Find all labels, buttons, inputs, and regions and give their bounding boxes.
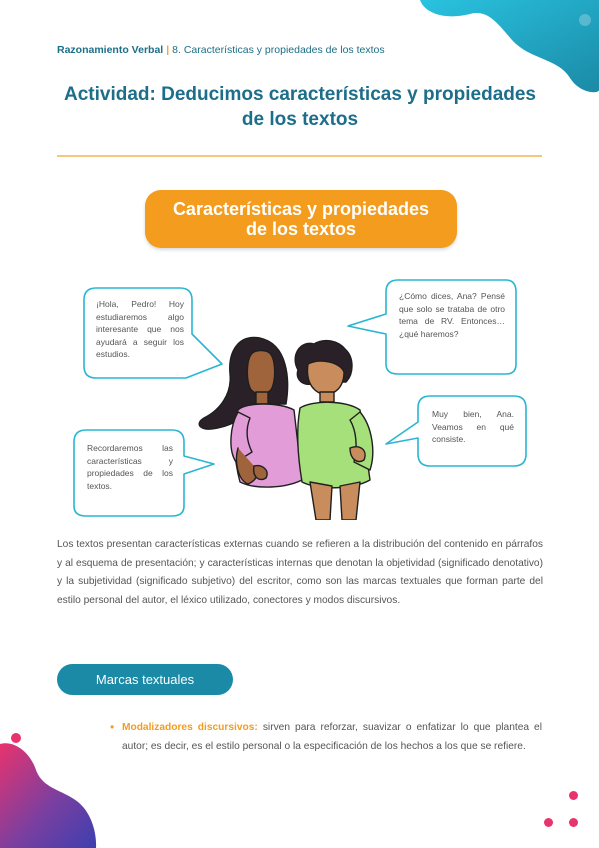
bullet-term: Modalizadores discursivos: xyxy=(122,722,258,733)
breadcrumb-subject: Razonamiento Verbal xyxy=(57,44,164,56)
bubble-text-top-right: ¿Cómo dices, Ana? Pensé que solo se trataba de otro tema de RV. Entonces…¿qué haremos? xyxy=(399,291,505,339)
ana-illustration xyxy=(199,337,302,487)
page-title-line2: de los textos xyxy=(241,109,359,130)
characters-illustration xyxy=(190,330,390,520)
section-pill-marcas-textuales: Marcas textuales xyxy=(57,664,233,695)
pedro-illustration xyxy=(295,341,373,520)
breadcrumb xyxy=(57,44,385,56)
decorative-blob-top-right xyxy=(380,0,599,95)
breadcrumb-separator: | xyxy=(166,44,170,56)
decorative-blob-bottom-left xyxy=(0,730,110,848)
bullet-text: sirven para reforzar, suavizar o enfatizar lo que plantea el autor; es decir, es el estilo personal o la especificación de los hechos a los que se refiere. xyxy=(122,722,542,752)
bubble-text-bottom-right: Muy bien, Ana. Veamos en qué consiste. xyxy=(432,409,514,444)
topic-banner-line1: Características y propiedades xyxy=(172,199,430,219)
topic-banner xyxy=(145,190,457,248)
page-title-line1: Actividad: Deducimos características y propiedades xyxy=(63,84,536,105)
breadcrumb-section: 8. Características y propiedades de los textos xyxy=(172,44,385,56)
topic-banner-line2: de los textos xyxy=(245,219,357,239)
body-paragraph: Los textos presentan características externas cuando se refieren a la distribución del contenido en párrafos y al esquema de presentación; y características internas que denotan la objetividad (significado denotativo) y la subjetividad (significado subjetivo) del escritor, como son las marcas textuales que forman parte del estilo personal del autor, el léxico utilizado, conectores y modos discursivos. xyxy=(57,539,543,606)
bullet-marker: • xyxy=(110,720,115,734)
decorative-dot xyxy=(544,818,553,827)
decorative-dot xyxy=(569,818,578,827)
page-title xyxy=(40,82,560,132)
decorative-dot xyxy=(569,791,578,800)
title-divider xyxy=(57,155,542,157)
bullet-item-modalizadores xyxy=(110,718,542,756)
bubble-text-top-left: ¡Hola, Pedro! Hoy estudiaremos algo interesante que nos ayudará a seguir los estudios. xyxy=(96,299,184,359)
bubble-text-bottom-left: Recordaremos las características y propiedades de los textos. xyxy=(87,443,173,491)
